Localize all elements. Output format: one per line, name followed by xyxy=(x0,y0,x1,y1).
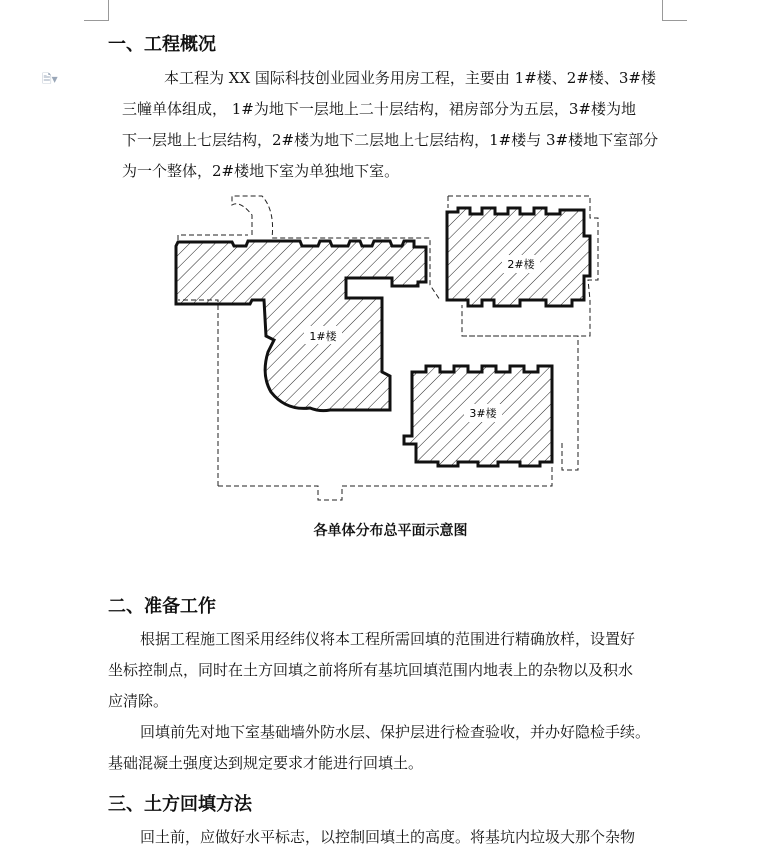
building-1-label: 1#楼 xyxy=(309,330,337,343)
page-corner-mark-right xyxy=(662,0,687,21)
paragraph-line: 三幢单体组成， 1#为地下一层地上二十层结构，裙房部分为五层，3#楼为地 xyxy=(122,100,636,118)
site-plan-diagram xyxy=(160,192,610,504)
section-2-heading: 二、准备工作 xyxy=(108,596,216,617)
paragraph-line: 回土前，应做好水平标志，以控制回填土的高度。将基坑内垃圾大那个杂物 xyxy=(140,828,636,846)
paragraph-line: 回填前先对地下室基础墙外防水层、保护层进行检查验收，并办好隐检手续。 xyxy=(140,723,651,741)
section-1-heading: 一、工程概况 xyxy=(108,34,216,55)
page-corner-mark-left xyxy=(84,0,109,21)
paragraph-line: 坐标控制点，同时在土方回填之前将所有基坑回填范围内地表上的杂物以及积水 xyxy=(108,661,634,679)
paragraph-line: 本工程为 XX 国际科技创业园业务用房工程，主要由 1#楼、2#楼、3#楼 xyxy=(164,69,656,87)
paragraph-line: 基础混凝土强度达到规定要求才能进行回填土。 xyxy=(108,754,424,772)
section-3-paragraph xyxy=(108,822,635,853)
building-1-footprint xyxy=(176,241,426,411)
building-3-label: 3#楼 xyxy=(469,407,497,420)
paragraph-line: 下一层地上七层结构，2#楼为地下二层地上七层结构，1#楼与 3#楼地下室部分 xyxy=(122,131,659,149)
paragraph-line: 根据工程施工图采用经纬仪将本工程所需回填的范围进行精确放样，设置好 xyxy=(140,630,636,648)
section-2-paragraph-2 xyxy=(108,717,650,779)
section-2-paragraph-1 xyxy=(108,624,635,717)
figure-caption: 各单体分布总平面示意图 xyxy=(313,523,468,539)
section-1-paragraph xyxy=(122,63,658,187)
paragraph-line: 为一个整体，2#楼地下室为单独地下室。 xyxy=(122,162,400,180)
paragraph-doc-icon[interactable]: 🗎▾ xyxy=(42,72,58,86)
paragraph-line: 应清除。 xyxy=(108,692,169,710)
section-3-heading: 三、土方回填方法 xyxy=(108,794,252,815)
building-2-label: 2#楼 xyxy=(507,258,535,271)
